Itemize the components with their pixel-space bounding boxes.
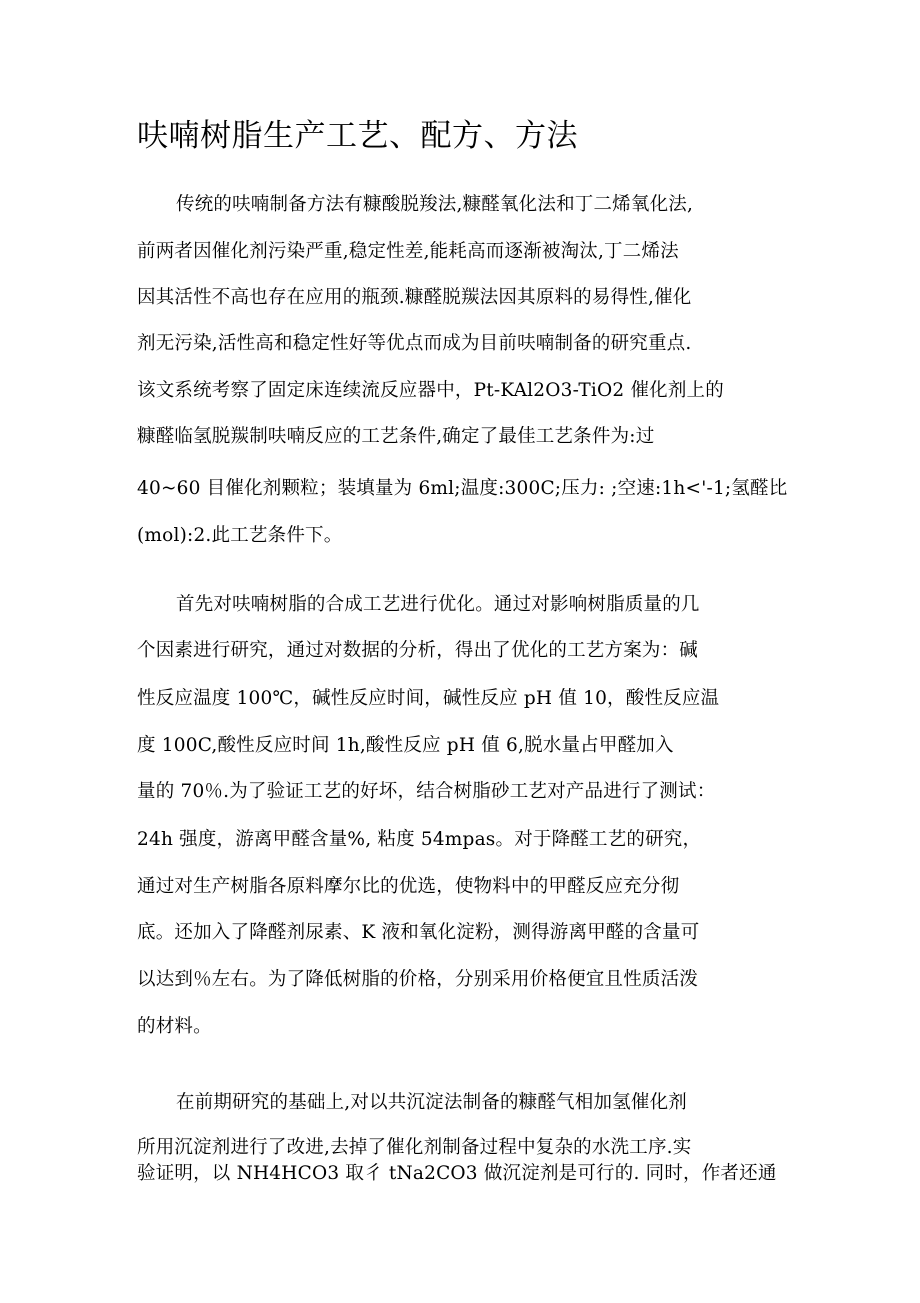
text-line: 性反应温度 100℃，碱性反应时间，碱性反应 pH 值 10，酸性反应温 bbox=[137, 688, 720, 709]
text-line: 所用沉淀剂进行了改进,去掉了催化剂制备过程中复杂的水洗工序.实 bbox=[137, 1137, 692, 1158]
text-line: 前两者因催化剂污染严重,稳定性差,能耗高而逐渐被淘汰,丁二烯法 bbox=[137, 241, 679, 262]
text-line: 量的 70％.为了验证工艺的好坏，结合树脂砂工艺对产品进行了测试： bbox=[137, 781, 716, 802]
text-line: 剂无污染,活性高和稳定性好等优点而成为目前呋喃制备的研究重点. bbox=[137, 333, 692, 354]
text-line: 在前期研究的基础上,对以共沉淀法制备的糠醛气相加氢催化剂 bbox=[176, 1092, 687, 1113]
text-line: 因其活性不高也存在应用的瓶颈.糠醛脱羰法因其原料的易得性,催化 bbox=[137, 287, 692, 308]
text-line: 个因素进行研究，通过对数据的分析，得出了优化的工艺方案为：碱 bbox=[137, 640, 699, 661]
document-title: 呋喃树脂生产工艺、配方、方法 bbox=[137, 118, 578, 154]
text-line: 度 100C,酸性反应时间 1h,酸性反应 pH 值 6,脱水量占甲醛加入 bbox=[137, 735, 674, 756]
text-line: 40~60 目催化剂颗粒；装填量为 6ml;温度:300C;压力: ;空速:1h<'-1;氢醛比 bbox=[137, 478, 788, 499]
text-line: 底。还加入了降醛剂尿素、K 液和氧化淀粉，测得游离甲醛的含量可 bbox=[137, 922, 700, 943]
text-line: 传统的呋喃制备方法有糠酸脱羧法,糠醛氧化法和丁二烯氧化法, bbox=[176, 194, 694, 215]
text-line: (mol):2.此工艺条件下。 bbox=[137, 525, 343, 546]
text-line: 首先对呋喃树脂的合成工艺进行优化。通过对影响树脂质量的几 bbox=[176, 594, 700, 615]
text-line: 通过对生产树脂各原料摩尔比的优选，使物料中的甲醛反应充分彻 bbox=[137, 876, 680, 897]
text-line: 糠醛临氢脱羰制呋喃反应的工艺条件,确定了最佳工艺条件为:过 bbox=[137, 426, 655, 447]
text-line: 验证明，以 NH4HCO3 取彳 tNa2CO3 做沉淀剂是可行的. 同时，作者还通 bbox=[137, 1163, 777, 1184]
text-line: 以达到％左右。为了降低树脂的价格，分别采用价格便宜且性质活泼 bbox=[137, 969, 699, 990]
text-line: 该文系统考察了固定床连续流反应器中，Pt-KAl2O3-TiO2 催化剂上的 bbox=[137, 380, 724, 401]
text-line: 的材料。 bbox=[137, 1016, 212, 1037]
text-line: 24h 强度，游离甲醛含量%, 粘度 54mpas。对于降醛工艺的研究， bbox=[137, 829, 702, 850]
